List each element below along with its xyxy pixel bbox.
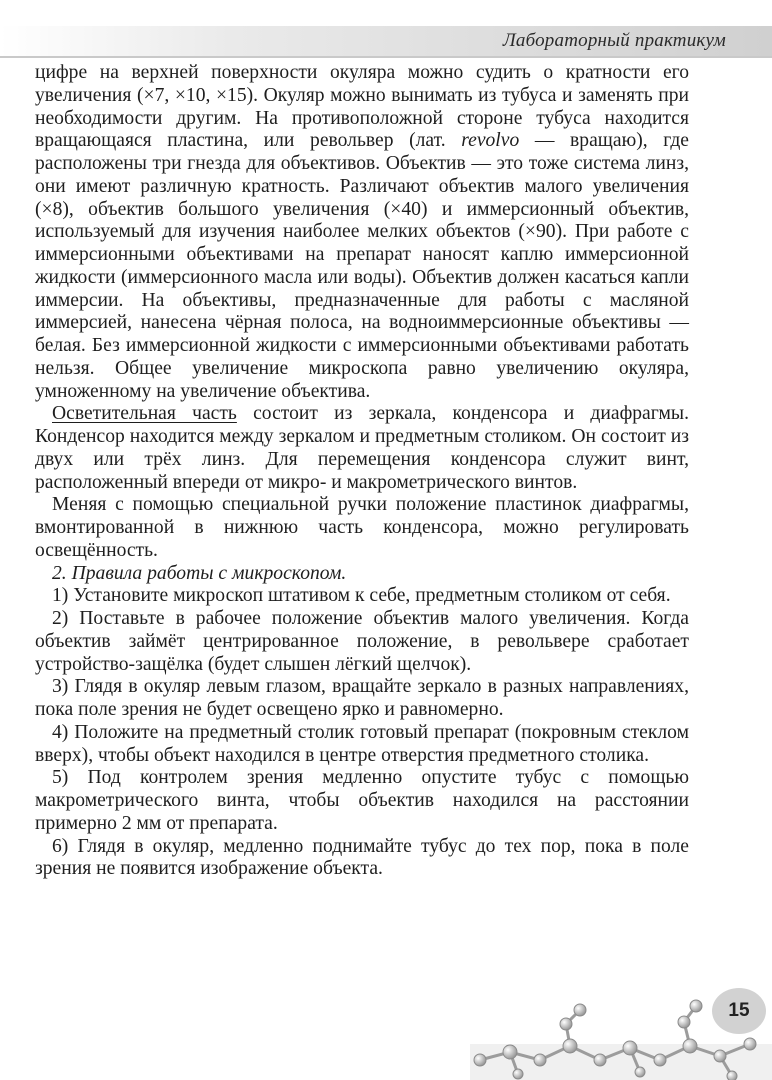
rule-item-4: 4) Положите на предметный столик готовый препарат (покровным стеклом вверх), чтобы объект находился в центре отверстия предметного столика. xyxy=(35,721,689,766)
paragraph-diaphragm: Меняя с помощью специальной ручки положение пластинок диафрагмы, вмонтированной в нижнюю часть конденсора, можно регулировать освещённость. xyxy=(35,494,689,561)
page-body xyxy=(35,62,689,881)
paragraph-text-continued: — вращаю), где расположены три гнезда для объективов. Объектив — это тоже система линз, они имеют различную кратность. Различают объектив малого увеличения (×8), объектив большого увеличения (×40) и иммерсионный объектив, используемый для изучения наиболее мелких объектов (×90). При работе с иммерсионными объективами на препарат наносят каплю иммерсионной жидкости (иммерсионного масла или воды). Объектив должен касаться капли иммерсии. На объективы, предназначенные для работы с масляной иммерсией, нанесена чёрная полоса, на водноиммерсионные объективы — белая. Без иммерсионной жидкости с иммерсионными объективами работать нельзя. Общее увеличение микроскопа равно увеличению окуляра, умноженному на увеличение объектива. xyxy=(35,130,689,402)
page-number: 15 xyxy=(712,988,766,1034)
latin-term: revolvo xyxy=(461,130,520,152)
running-header-title: Лабораторный практикум xyxy=(502,30,726,51)
rule-item-3: 3) Глядя в окуляр левым глазом, вращайте зеркало в разных направлениях, пока поле зрения не будет освещено ярко и равномерно. xyxy=(35,676,689,720)
paragraph-ocular-objective xyxy=(35,62,689,403)
paragraph-text: цифре на верхней поверхности окуляра можно судить о кратности его увеличения (×7, ×10, ×15). Окуляр можно вынимать из тубуса и заменять при необходимости другим. На противоположной стороне тубуса находится вращающаяся пластина, или револьвер (лат. xyxy=(35,62,689,152)
paragraph-light-part xyxy=(35,403,689,494)
rule-item-1: 1) Установите микроскоп штативом к себе, предметным столиком от себя. xyxy=(52,585,671,607)
rule-item-5: 5) Под контролем зрения медленно опустите тубус с помощью макрометрического винта, чтобы объектив находился на расстоянии примерно 2 мм от препарата. xyxy=(35,767,689,834)
paragraph-text: состоит из зеркала, конденсора и диафрагмы. Конденсор находится между зеркалом и предметным столиком. Он состоит из двух или трёх линз. Для перемещения конденсора служит винт, расположенный впереди от микро- и макрометрического винтов. xyxy=(35,403,689,493)
rules-heading: 2. Правила работы с микроскопом. xyxy=(52,562,347,584)
underlined-term: Осветительная часть xyxy=(52,403,237,425)
rule-item-2: 2) Поставьте в рабочее положение объектив малого увеличения. Когда объектив займёт центрированное положение, в револьвере сработает устройство-защёлка (будет слышен лёгкий щелчок). xyxy=(35,608,689,675)
rule-item-6: 6) Глядя в окуляр, медленно поднимайте тубус до тех пор, пока в поле зрения не появится изображение объекта. xyxy=(35,835,689,880)
header-rule xyxy=(0,56,772,58)
